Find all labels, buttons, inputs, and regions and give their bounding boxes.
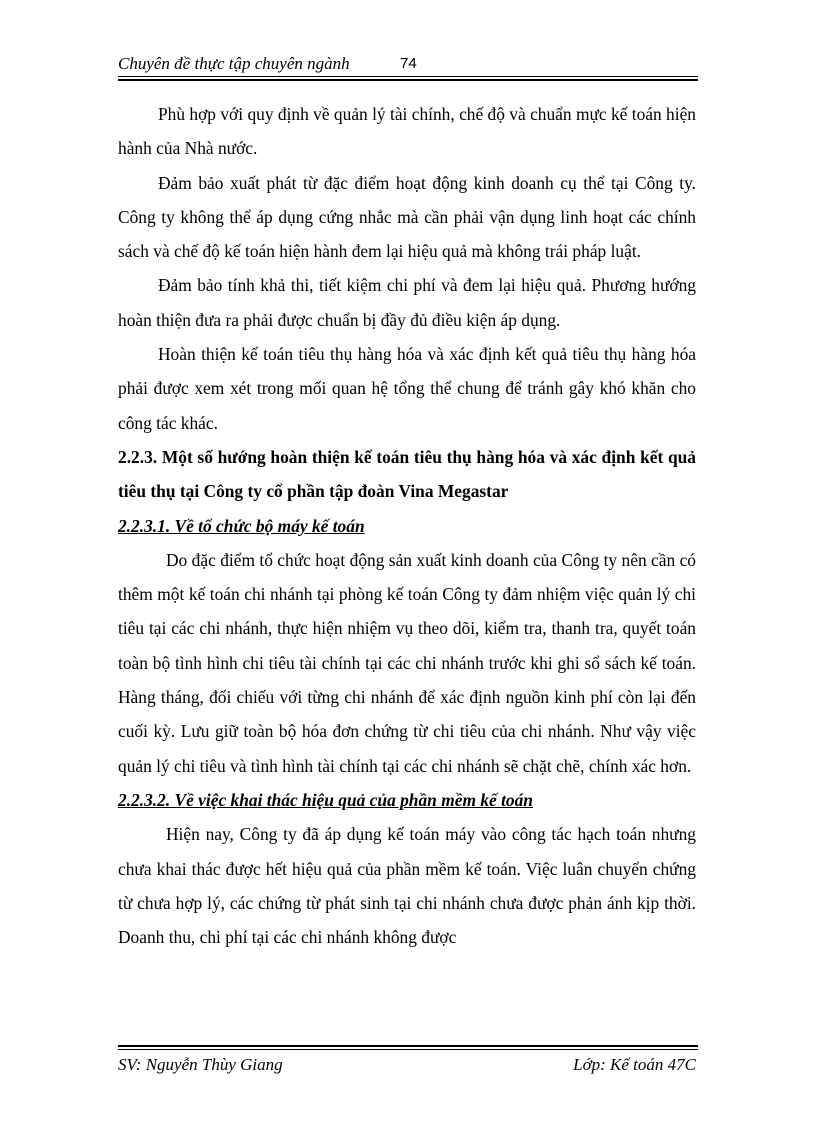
subsection-heading-2-2-3-1-text: 2.2.3.1. Về tổ chức bộ máy kế toán <box>118 515 365 536</box>
footer-rule-thin <box>118 1049 698 1050</box>
footer-rule-thick <box>118 1045 698 1047</box>
section-heading-2-2-3: 2.2.3. Một số hướng hoàn thiện kế toán tiêu thụ hàng hóa và xác định kết quả tiêu thụ tại Công ty cổ phần tập đoàn Vina Megastar <box>118 446 696 502</box>
paragraph-accounting-software: Hiện nay, Công ty đã áp dụng kế toán máy vào công tác hạch toán nhưng chưa khai thác được hết hiệu quả của phần mềm kế toán. Việc luân chuyển chứng từ chưa hợp lý, các chứng từ phát sinh tại chi nhánh chưa được phản ánh kịp thời. Doanh thu, chi phí tại các chi nhánh không được <box>118 824 696 948</box>
footer-student-name: SV: Nguyễn Thùy Giang <box>118 1055 283 1074</box>
header-rule-thick <box>118 79 698 81</box>
subsection-heading-2-2-3-2-text: 2.2.3.2. Về việc khai thác hiệu quả của phần mềm kế toán <box>118 789 533 810</box>
paragraph-regulations: Phù hợp với quy định về quản lý tài chính, chế độ và chuẩn mực kế toán hiện hành của Nhà nước. <box>118 104 696 159</box>
header-rule-thin <box>118 76 698 77</box>
paragraph-overall-relation: Hoàn thiện kế toán tiêu thụ hàng hóa và xác định kết quả tiêu thụ hàng hóa phải được xem xét trong mối quan hệ tổng thể chung để tránh gây khó khăn cho công tác khác. <box>118 344 696 433</box>
paragraph-business-characteristics: Đảm bảo xuất phát từ đặc điểm hoạt động kinh doanh cụ thể tại Công ty. Công ty không thể áp dụng cứng nhắc mà cần phải vận dụng linh hoạt các chính sách và chế độ kế toán hiện hành đem lại hiệu quả mà không trái pháp luật. <box>118 172 696 262</box>
page-body <box>118 97 696 954</box>
paragraph-feasibility: Đảm bảo tính khả thi, tiết kiệm chi phí và đem lại hiệu quả. Phương hướng hoàn thiện đưa ra phải được chuẩn bị đầy đủ điều kiện áp dụng. <box>118 275 696 330</box>
page-header <box>118 52 698 76</box>
footer-class: Lớp: Kế toán 47C <box>573 1055 696 1074</box>
header-title: Chuyên đề thực tập chuyên ngành <box>118 54 350 73</box>
paragraph-accounting-apparatus: Do đặc điểm tổ chức hoạt động sản xuất kinh doanh của Công ty nên cần có thêm một kế toán chi nhánh tại phòng kế toán Công ty đảm nhiệm việc quản lý chi tiêu tại các chi nhánh, thực hiện nhiệm vụ theo dõi, kiểm tra, thanh tra, quyết toán toàn bộ tình hình chi tiêu tài chính tại các chi nhánh trước khi ghi sổ sách kế toán. Hàng tháng, đối chiếu với từng chi nhánh để xác định nguồn kinh phí còn lại đến cuối kỳ. Lưu giữ toàn bộ hóa đơn chứng từ chi tiêu của chi nhánh. Như vậy việc quản lý chi tiêu và tình hình tài chính tại các chi nhánh sẽ chặt chẽ, chính xác hơn. <box>118 549 696 776</box>
subsection-heading-2-2-3-2 <box>118 783 696 817</box>
page-footer <box>118 1052 698 1078</box>
page-number: 74 <box>400 55 417 72</box>
subsection-heading-2-2-3-1 <box>118 509 696 543</box>
